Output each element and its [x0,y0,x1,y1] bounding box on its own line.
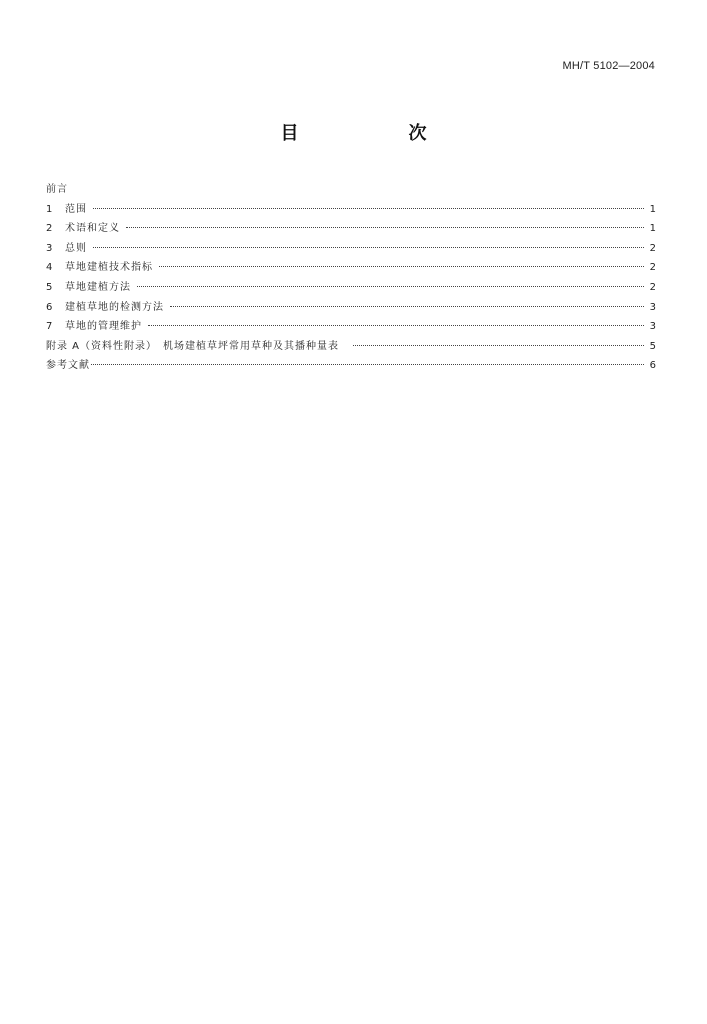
toc-entry-appendix-a[interactable] [46,337,656,357]
toc-title: 目 次 [280,123,473,144]
toc-entry-label: 总则 [65,242,87,254]
dot-leader [126,227,644,228]
toc-entry-label: 范围 [65,203,87,215]
toc-entry-number: 7 [46,321,54,333]
toc-entry-page: 2 [649,262,656,274]
toc-entry-3[interactable] [46,239,656,259]
toc-entry-label: 建植草地的检测方法 [65,301,164,313]
toc-entry-number: 3 [46,242,54,254]
toc-entry-preface[interactable] [46,180,656,200]
toc-entry-label: 附录 A（资料性附录） 机场建植草坪常用草种及其播种量表 [46,340,340,352]
toc-entry-page: 6 [649,360,656,372]
toc-entry-4[interactable] [46,258,656,278]
toc-entry-7[interactable] [46,317,656,337]
toc-entry-page: 3 [649,321,656,333]
dot-leader [137,286,644,287]
toc-entry-label: 草地建植技术指标 [65,262,153,274]
toc-entry-number: 2 [46,223,54,235]
dot-leader [148,325,644,326]
toc-entry-label: 参考文献 [46,360,90,372]
toc-entry-number: 5 [46,281,54,293]
toc-entry-number: 1 [46,203,54,215]
toc-entry-page: 1 [649,223,656,235]
dot-leader [93,247,644,248]
dot-leader [91,364,644,365]
toc-entry-number: 6 [46,301,54,313]
toc-entry-label: 术语和定义 [65,223,120,235]
toc-entry-page: 2 [649,281,656,293]
dot-leader [93,208,644,209]
toc-entry-number: 4 [46,262,54,274]
dot-leader [159,266,644,267]
toc-entry-page: 3 [649,301,656,313]
toc-entry-5[interactable] [46,278,656,298]
dot-leader [353,345,644,346]
toc-entry-page: 1 [649,203,656,215]
toc-entry-6[interactable] [46,298,656,318]
toc-entry-page: 2 [649,242,656,254]
toc-entry-label: 前言 [46,184,68,195]
table-of-contents [46,180,656,376]
toc-entry-label: 草地的管理维护 [65,321,142,333]
toc-entry-label: 草地建植方法 [65,281,131,293]
toc-entry-references[interactable] [46,356,656,376]
standard-code: MH/T 5102—2004 [562,60,655,72]
toc-entry-1[interactable] [46,200,656,220]
dot-leader [170,306,644,307]
toc-entry-2[interactable] [46,219,656,239]
toc-entry-page: 5 [649,340,656,352]
